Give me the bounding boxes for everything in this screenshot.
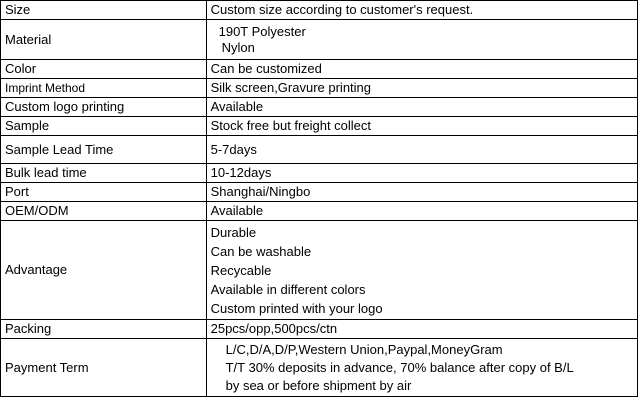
row-value-color: Can be customized: [206, 60, 637, 79]
advantage-line-3: Recycable: [210, 262, 272, 278]
table-row-size: [1, 1, 638, 20]
row-label-port: Port: [1, 183, 207, 202]
table-row-sample: [1, 117, 638, 136]
table-row-packing: [1, 320, 638, 339]
row-value-material: [206, 20, 637, 60]
table-row-advantage: [1, 221, 638, 320]
row-value-imprint-method: Silk screen,Gravure printing: [206, 79, 637, 98]
row-label-material: Material: [1, 20, 207, 60]
table-row-material: [1, 20, 638, 60]
row-value-sample-lead-time: 5-7days: [206, 136, 637, 164]
advantage-line-5: Custom printed with your logo: [210, 300, 383, 316]
row-value-advantage: [206, 221, 637, 320]
row-label-sample-lead-time: Sample Lead Time: [1, 136, 207, 164]
row-label-bulk-lead-time: Bulk lead time: [1, 164, 207, 183]
row-label-payment-term: Payment Term: [1, 339, 207, 397]
row-value-packing: 25pcs/opp,500pcs/ctn: [206, 320, 637, 339]
row-label-size: Size: [1, 1, 207, 20]
row-label-custom-logo: Custom logo printing: [1, 98, 207, 117]
row-value-custom-logo: Available: [206, 98, 637, 117]
payment-line-2: T/T 30% deposits in advance, 70% balance after copy of B/L: [225, 359, 574, 375]
row-value-port: Shanghai/Ningbo: [206, 183, 637, 202]
row-label-oem-odm: OEM/ODM: [1, 202, 207, 221]
table-row-bulk-lead-time: [1, 164, 638, 183]
row-label-imprint-method: Imprint Method: [1, 79, 207, 98]
row-label-packing: Packing: [1, 320, 207, 339]
table-row-port: [1, 183, 638, 202]
table-row-sample-lead-time: [1, 136, 638, 164]
advantage-line-2: Can be washable: [210, 243, 312, 259]
table-row-payment-term: [1, 339, 638, 397]
material-line-1: 190T Polyester: [218, 23, 306, 39]
advantage-line-1: Durable: [210, 224, 257, 240]
row-label-sample: Sample: [1, 117, 207, 136]
row-label-advantage: Advantage: [1, 221, 207, 320]
row-value-oem-odm: Available: [206, 202, 637, 221]
advantage-line-4: Available in different colors: [210, 281, 366, 297]
table-row-color: [1, 60, 638, 79]
table-row-oem-odm: [1, 202, 638, 221]
material-line-2: Nylon: [221, 39, 255, 55]
row-value-bulk-lead-time: 10-12days: [206, 164, 637, 183]
payment-line-1: L/C,D/A,D/P,Western Union,Paypal,MoneyGram: [225, 341, 503, 357]
payment-line-3: by sea or before shipment by air: [225, 377, 412, 393]
row-value-payment-term: [206, 339, 637, 397]
table-row-imprint-method: [1, 79, 638, 98]
row-label-color: Color: [1, 60, 207, 79]
row-value-sample: Stock free but freight collect: [206, 117, 637, 136]
row-value-size: Custom size according to customer's request.: [206, 1, 637, 20]
table-row-custom-logo: [1, 98, 638, 117]
